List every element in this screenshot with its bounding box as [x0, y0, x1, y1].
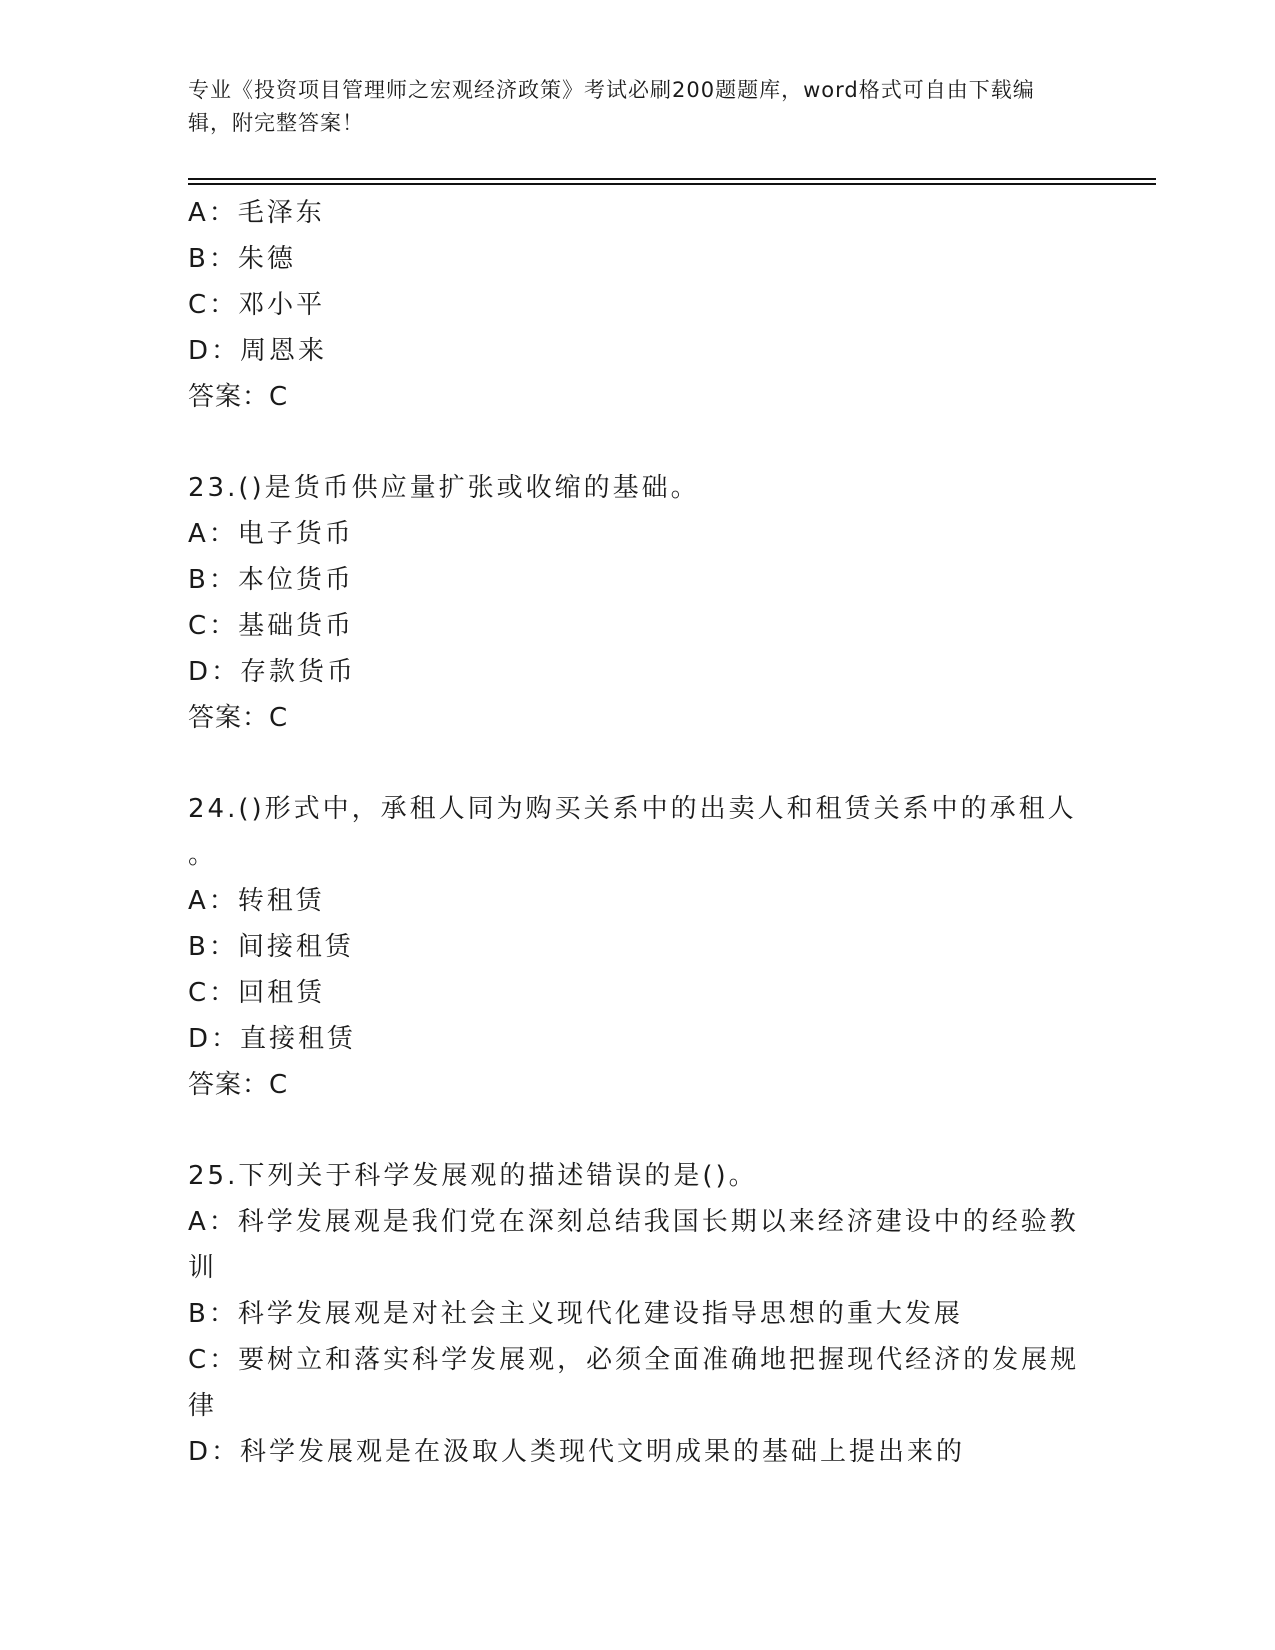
- option-a: A：电子货币: [188, 519, 354, 549]
- question-25-text: 25.下列关于科学发展观的描述错误的是()。: [188, 1161, 758, 1191]
- option-d: D：周恩来: [188, 336, 328, 366]
- spacer: [188, 1108, 1088, 1153]
- option-c: C：要树立和落实科学发展观，必须全面准确地把握现代经济的发展规: [188, 1345, 1080, 1375]
- option-d: D：科学发展观是在汲取人类现代文明成果的基础上提出来的: [188, 1437, 966, 1467]
- option-c: C：回租赁: [188, 978, 326, 1008]
- option-b: B：朱德: [188, 244, 296, 274]
- option-b: B：科学发展观是对社会主义现代化建设指导思想的重大发展: [188, 1299, 963, 1329]
- answer-23: 答案：C: [188, 703, 289, 733]
- option-a: A：转租赁: [188, 886, 325, 916]
- option-c: C：邓小平: [188, 290, 326, 320]
- option-d: D：直接租赁: [188, 1024, 357, 1054]
- option-a: A：毛泽东: [188, 198, 325, 228]
- document-header: 专业《投资项目管理师之宏观经济政策》考试必刷200题题库，word格式可自由下载编辑，附完整答案！: [188, 78, 1035, 135]
- question-24-text-line1: 24.()形式中，承租人同为购买关系中的出卖人和租赁关系中的承租人: [188, 794, 1077, 824]
- question-content: [188, 190, 1088, 1475]
- header-rule-top: [188, 178, 1156, 180]
- answer-22: 答案：C: [188, 382, 289, 412]
- spacer: [188, 420, 1088, 465]
- option-a-continuation: 训: [188, 1253, 218, 1283]
- question-23-block: [188, 465, 1088, 741]
- option-d: D：存款货币: [188, 657, 357, 687]
- question-22-block: [188, 190, 1088, 420]
- option-c-continuation: 律: [188, 1391, 218, 1421]
- option-b: B：间接租赁: [188, 932, 354, 962]
- question-23-text: 23.()是货币供应量扩张或收缩的基础。: [188, 473, 700, 503]
- header-rule-bottom: [188, 183, 1156, 185]
- spacer: [188, 741, 1088, 786]
- question-24-text-line2: 。: [188, 840, 218, 870]
- option-a: A：科学发展观是我们党在深刻总结我国长期以来经济建设中的经验教: [188, 1207, 1079, 1237]
- question-24-block: [188, 786, 1088, 1108]
- answer-24: 答案：C: [188, 1070, 289, 1100]
- question-25-block: [188, 1153, 1088, 1475]
- option-b: B：本位货币: [188, 565, 354, 595]
- option-c: C：基础货币: [188, 611, 355, 641]
